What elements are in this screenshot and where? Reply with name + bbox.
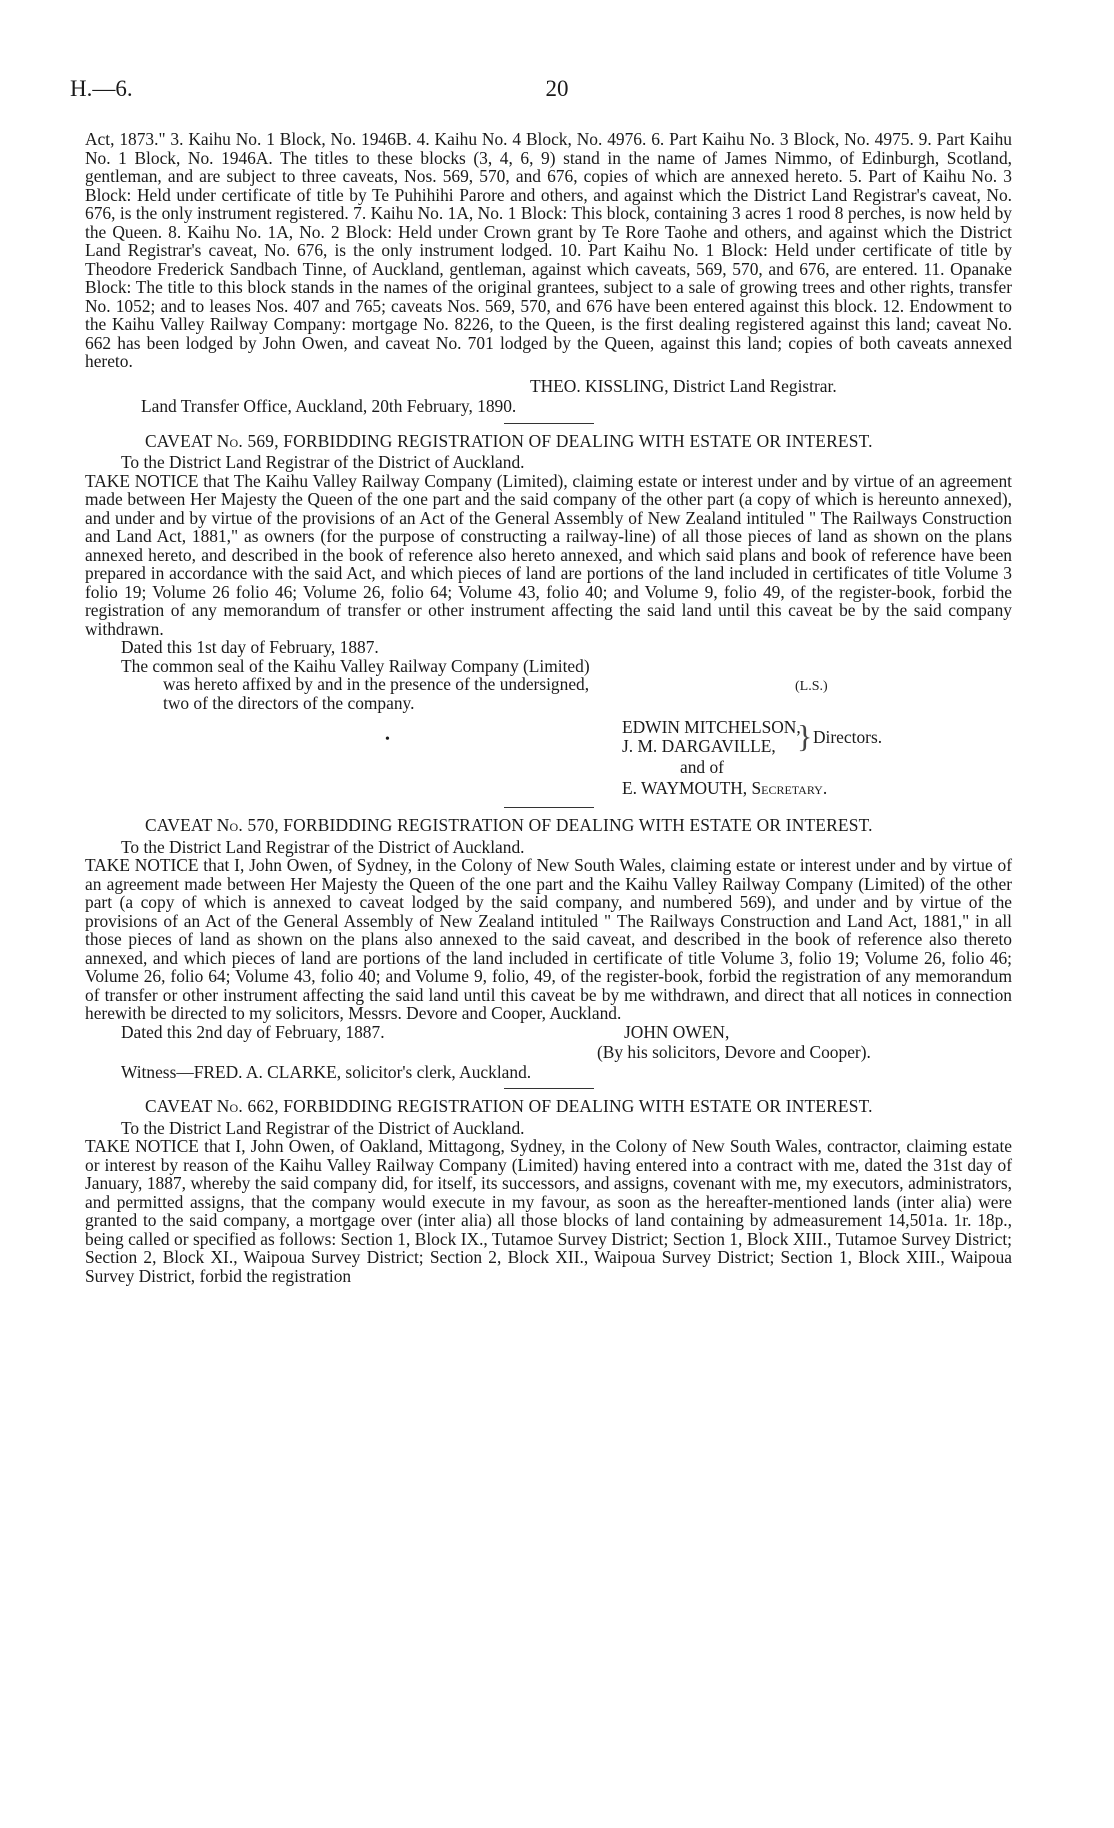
director-1-name: EDWIN MITCHELSON,	[622, 717, 801, 737]
secretary-signature: E. WAYMOUTH, Secretary.	[622, 778, 828, 798]
seal-line-1: The common seal of the Kaihu Valley Railway Company (Limited)	[121, 655, 590, 676]
seal-line-3: two of the directors of the company.	[163, 692, 415, 713]
section-divider	[504, 423, 594, 424]
directors-label: Directors.	[813, 727, 883, 747]
intro-paragraph: Act, 1873." 3. Kaihu No. 1 Block, No. 1946B. 4. Kaihu No. 4 Block, No. 4976. 6. Part Kaihu No. 3 Block, No. 4975. 9. Part Kaihu No. 1 Block, No. 1946A. The titles to these blocks (3, 4, 6, 9) stand in the name of James Nimmo, of Edinburgh, Scotland, gentleman, and are subject to three caveats, Nos. 569, 570, and 676, copies of which are annexed hereto. 5. Part of Kaihu No. 3 Block: Held under certificate of title by Te Puhihihi Parore and others, and against which the District Land Registrar's caveat, No. 676, is the only instrument registered. 7. Kaihu No. 1A, No. 1 Block: This block, containing 3 acres 1 rood 8 perches, is now held by the Queen. 8. Kaihu No. 1A, No. 2 Block: Held under Crown grant by Te Rore Taohe and others, and against which the District Land Registrar's caveat, No. 676, is the only instrument lodged. 10. Part Kaihu No. 1 Block: Held under certificate of title by Theodore Frederick Sandbach Tinne, of Auckland, gentleman, against which caveats, 569, 570, and 676, are entered. 11. Opanake Block: The title to this block stands in the names of the original grantees, subject to a sale of growing trees and other rights, transfer No. 1052; and to leases Nos. 407 and 765; caveats Nos. 569, 570, and 676 have been entered against this block. 12. Endowment to the Kaihu Valley Railway Company: mortgage No. 8226, to the Queen, is the first dealing registered against this land; caveat No. 662 has been lodged by John Owen, and caveat No. 701 lodged by the Queen, against this land; copies of both caveats annexed hereto.	[85, 129, 1012, 371]
page-number: 20	[545, 76, 569, 101]
caveat-570-signature-block	[85, 1023, 1012, 1063]
intro-dateline: Land Transfer Office, Auckland, 20th February, 1890.	[141, 396, 517, 416]
section-divider	[504, 807, 594, 808]
caveat-662-heading: CAVEAT No. 662, FORBIDDING REGISTRATION OF DEALING WITH ESTATE OR INTEREST.	[145, 1096, 873, 1116]
stray-dot: •	[385, 732, 390, 747]
caveat-570-body: TAKE NOTICE that I, John Owen, of Sydney, in the Colony of New South Wales, claiming estate or interest under and by virtue of an agreement made between Her Majesty the Queen of the one part and the Kaihu Valley Railway Company (Limited) of the other part (a copy of which is annexed to caveat lodged by the said company, and numbered 569), and under and by virtue of the provisions of an Act of the General Assembly of New Zealand intituled " The Railways Construction and Land Act, 1881," in all those pieces of land as shown on the plans also annexed to the said caveat, and described in the book of reference also thereto annexed, and which pieces of land are portions of the land included in certificate of title Volume 3, folio 19; Volume 26, folio 46; Volume 26, folio 64; Volume 43, folio 40; and Volume 9, folio, 49, of the register-book, forbid the registration of any memorandum of transfer or other instrument affecting the said land until this caveat be by me withdrawn, and direct that all notices in connection herewith be directed to my solicitors, Messrs. Devore and Cooper, Auckland.	[85, 855, 1012, 1023]
caveat-570-witness: Witness—FRED. A. CLARKE, solicitor's clerk, Auckland.	[121, 1061, 532, 1082]
caveat-570-dated: Dated this 2nd day of February, 1887.	[121, 1021, 385, 1042]
document-body	[85, 130, 1012, 1285]
caveat-569-body: TAKE NOTICE that The Kaihu Valley Railway Company (Limited), claiming estate or interest under and by virtue of an agreement made between Her Majesty the Queen of the one part and the said company of the other part (a copy of which is hereunto annexed), and under and by virtue of the provisions of an Act of the General Assembly of New Zealand intituled " The Railways Construction and Land Act, 1881," as owners (for the purpose of constructing a railway-line) of all those pieces of land as shown on the plans annexed hereto, and described in the book of reference also hereto annexed, and which said plans and book of reference have been prepared in accordance with the said Act, and which pieces of land are portions of the land included in certificates of title Volume 3 folio 19; Volume 26 folio 46; Volume 26, folio 64; Volume 43, folio 40; and Volume 9, folio 49, of the register-book, forbid the registration of any memorandum of transfer or other instrument affecting the said land until this caveat be by the said company withdrawn.	[85, 470, 1012, 639]
seal-line-2: was hereto affixed by and in the presence of the undersigned,	[163, 674, 590, 694]
caveat-662-body: TAKE NOTICE that I, John Owen, of Oakland, Mittagong, Sydney, in the Colony of New South Wales, contractor, claiming estate or interest by reason of the Kaihu Valley Railway Company (Limited) having entered into a contract with me, dated the 31st day of January, 1887, whereby the said company did, for itself, its successors, and assigns, covenant with me, my executors, administrators, and permitted assigns, that the company would execute in my favour, as soon as the hereafter-mentioned lands (inter alia) were granted to the said company, a mortgage over (inter alia) all those blocks of land containing by admeasurement 14,501a. 1r. 18p., being called or specified as follows: Section 1, Block IX., Tutamoe Survey District; Section 1, Block XIII., Tutamoe Survey District; Section 2, Block XI., Waipoua Survey District; Section 2, Block XII., Waipoua Survey District; Section 1, Block XIII., Waipoua Survey District, forbid the registration	[85, 1136, 1012, 1286]
seal-mark: (L.S.)	[795, 678, 828, 694]
and-of-text: and of	[680, 757, 724, 777]
caveat-569-address: To the District Land Registrar of the District of Auckland.	[121, 452, 525, 472]
caveat-662-address: To the District Land Registrar of the District of Auckland.	[121, 1117, 525, 1138]
caveat-569-dated: Dated this 1st day of February, 1887.	[121, 637, 379, 657]
caveat-570-heading: CAVEAT No. 570, FORBIDDING REGISTRATION OF DEALING WITH ESTATE OR INTEREST.	[145, 815, 873, 835]
document-reference: H.—6.	[70, 76, 133, 101]
directors-signatures	[85, 716, 1012, 800]
registrar-signature: THEO. KISSLING, District Land Registrar.	[530, 375, 837, 396]
section-divider	[504, 1088, 594, 1089]
page-header	[70, 76, 1044, 106]
caveat-570-by-solicitors: (By his solicitors, Devore and Cooper).	[597, 1041, 871, 1062]
caveat-570-address: To the District Land Registrar of the District of Auckland.	[121, 836, 525, 857]
caveat-570-signatory: JOHN OWEN,	[624, 1021, 730, 1042]
caveat-569-heading: CAVEAT No. 569, FORBIDDING REGISTRATION OF DEALING WITH ESTATE OR INTEREST.	[145, 430, 873, 451]
brace-glyph: }	[797, 718, 813, 754]
director-2-name: J. M. DARGAVILLE,	[622, 736, 776, 756]
common-seal-clause	[85, 657, 1012, 713]
